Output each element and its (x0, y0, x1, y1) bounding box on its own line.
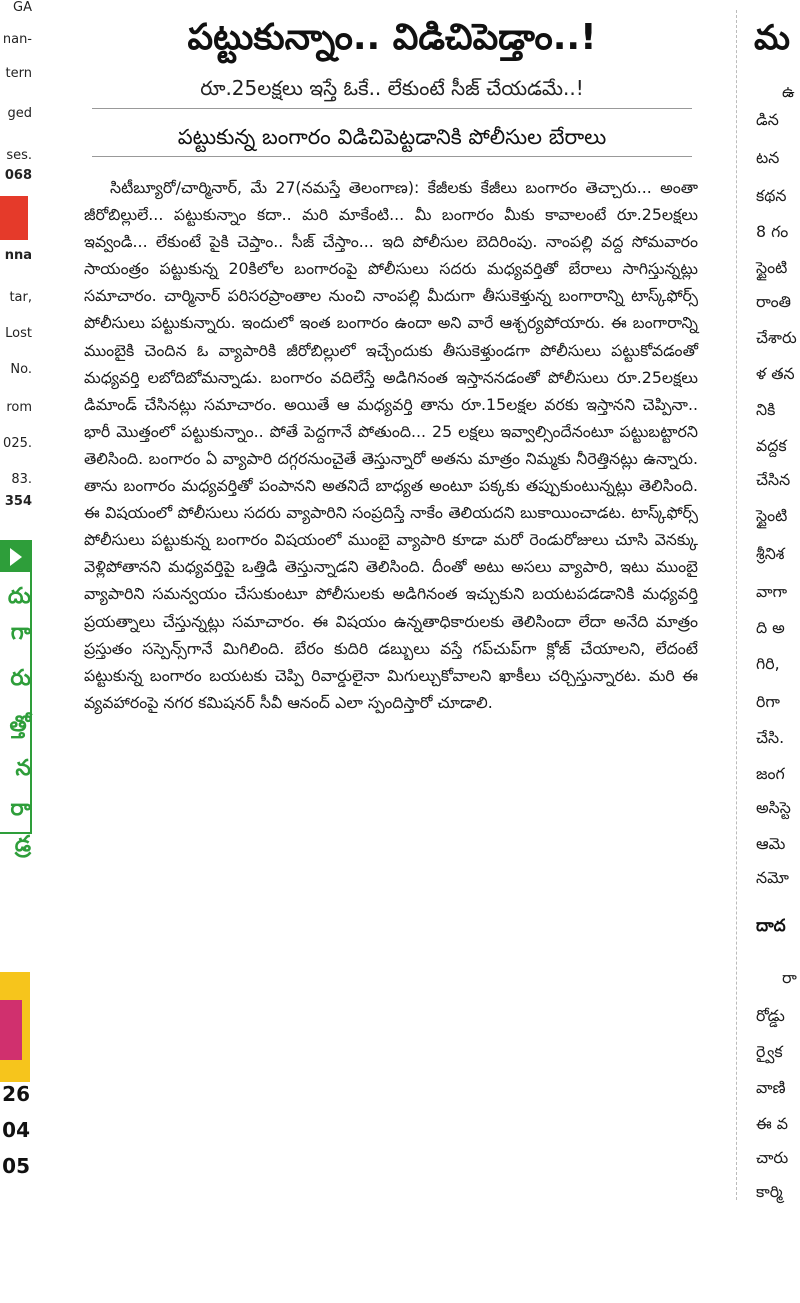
right-column-heading: మ (754, 18, 790, 58)
right-column-line: చేసి. (756, 728, 785, 747)
right-column-line: చేసిన (756, 470, 791, 489)
right-column-line: నికి (756, 400, 776, 419)
green-ad-text: న (15, 756, 31, 781)
right-column-line: రోడ్డు (756, 1006, 785, 1025)
right-column-line: 8 గం (756, 222, 789, 241)
right-column-line: ళ తన (756, 364, 795, 383)
right-column-subheading: దాద (756, 916, 786, 936)
left-strip-line: GA (13, 0, 32, 15)
left-number: 05 (2, 1154, 30, 1178)
right-column-line: ఉ (782, 82, 795, 101)
right-column-line: కార్మి (756, 1182, 783, 1201)
right-column-line: రా (782, 968, 797, 987)
left-strip-line: nan- (2, 32, 32, 47)
article-paragraph: సిటీబ్యూరో/చార్మినార్, మే 27(నమస్తే తెలంగాణ): కేజీలకు కేజీలు బంగారం తెచ్చారు... అంతా జీరోబిల్లులే... పట్టుకున్నాం కదా.. మరి మాకేంటి... మీ బంగారం మీకు కావాలంటే రూ.25లక్షలు ఇవ్వండి... లేకుంటే పైకి చెప్తాం.. సీజ్ చేస్తాం... ఇది పోలీసుల బెదిరింపు. నాంపల్లి వద్ద సోమవారం సాయంత్రం పట్టుకున్న 20కిలోల బంగారంపై పోలీసులు సదరు మధ్యవర్తితో బేరాలు సాగిస్తున్నట్లు సమాచారం. చార్మినార్ పరిసరప్రాంతాల నుంచి నాంపల్లి మీదుగా తీసుకెళ్తున్న బంగారాన్ని టాస్క్‌ఫోర్స్ పోలీసులు పట్టుకున్నారు. ఇందులో ఇంత బంగారం ఉందా అని వారే ఆశ్చర్యపోయారు. ఈ బంగారాన్ని ముంబైకి చెందిన ఓ వ్యాపారికి జీరోబిల్లులో ఇచ్చేందుకు తీసుకెళ్తుండగా పోలీసులు పట్టుకోవడంతో మధ్యవర్తి లబోదిబోమన్నాడు. బంగారం వదిలేస్తే అడిగినంత ఇస్తాననడంతో పోలీసులు రూ.25లక్షలు డిమాండ్ చేసినట్లు సమాచారం. అయితే ఆ మధ్యవర్తి తాను రూ.15లక్షల వరకు ఇస్తానని చెప్పినా.. భారీ మొత్తంలో పట్టుకున్నాం.. పోతే పెద్దగానే పోతుంది... 25 లక్షలు ఇవ్వాల్సిందేనంటూ పట్టుబట్టారని తెలిసింది. బంగారం ఏ వ్యాపారి దగ్గరనుంచైతే తెస్తున్నారో అతను మాత్రం నిమ్మకు నీరెత్తినట్లు ఉన్నారు. తాను బంగారం మధ్యవర్తితో పంపానని అతనిదే బాధ్యత అంటూ పక్కకు తప్పుకుంటున్నట్లు తెలిసింది. ఈ విషయంలో పోలీసులు సదరు వ్యాపారిని సంప్రదిస్తే నాకేం తెలియదని బుకాయించాడట. టాస్క్‌ఫోర్స్ పోలీసులు పట్టుకున్న బంగారం విషయంలో ముంబై వ్యాపారి కూడా మరో రెండురోజులు చూసి వెనక్కు వెళ్లిపోతానని మధ్యవర్తిపై ఒత్తిడి తెస్తున్నాడని తెలిసింది. దీంతో అటు అసలు వ్యాపారి, ఇటు ముంబై వ్యాపారిని సమన్వయం చేసుకుంటూ పోలీసులకు అడిగినంత ఇచ్చుకుని బయటపడడానికి మధ్యవర్తి ప్రయత్నాలు చేస్తున్నట్లు సమాచారం. ఈ విషయం ఉన్నతాధికారులకు తెలిసిందా లేదా అనేది మాత్రం ప్రస్తుతం సస్పెన్స్‌గానే మిగిలింది. బేరం కుదిరి డబ్బులు వస్తే గప్‌చుప్‌గా క్లోజ్ చేయాలని, లేదంటే పట్టుకున్న బంగారం బయటకు చెప్పి రివార్డులైనా మిగుల్చుకోవాలని ఖాకీలు చర్చిస్తున్నారట. మరి ఈ వ్యవహారంపై నగర కమిషనర్ సీవీ ఆనంద్ ఎలా స్పందిస్తారో చూడాలి. (84, 178, 698, 712)
right-column-line: గిరి, (756, 654, 780, 673)
right-column-line: అసిస్టె (756, 798, 791, 817)
right-column-line: డిన (756, 110, 779, 129)
left-strip-line: rom (6, 400, 32, 415)
left-strip-line: tar, (9, 290, 32, 305)
right-column-line: ది అ (756, 618, 785, 637)
red-ad-block (0, 196, 28, 240)
green-ad-text: రా (10, 796, 31, 821)
right-column-line: నమో (756, 868, 789, 887)
left-strip-line: 068 (4, 168, 32, 183)
left-strip-line: 025. (3, 436, 32, 451)
right-column-line: ఆమె (756, 834, 786, 853)
right-column-line: స్టైంటి (756, 258, 788, 277)
right-adjacent-column (742, 0, 800, 1303)
right-column-line: వాణి (756, 1078, 786, 1097)
article-subheading: రూ.25లక్షలు ఇస్తే ఓకే.. లేకుంటే సీజ్ చేయడమే..! (92, 74, 692, 109)
left-strip-line: ses. (6, 148, 32, 163)
right-column-line: శ్రీనిశ (756, 544, 785, 563)
green-ad-text: గా (10, 620, 31, 645)
article-headline: పట్టుకున్నాం.. విడిచిపెడ్తాం..! (187, 17, 597, 58)
right-column-line: జంగ (756, 764, 785, 783)
green-ad-text: దు (7, 584, 31, 609)
right-column-line: రిగా (756, 692, 780, 711)
column-divider (736, 10, 738, 1200)
right-column-line: వాగా (756, 582, 788, 601)
right-column-line: చారు (756, 1148, 789, 1167)
pink-ad-image (0, 1000, 22, 1060)
right-column-line: రాంతి (756, 292, 791, 311)
left-strip-line: nna (4, 248, 32, 263)
article-subheading-secondary: పట్టుకున్న బంగారం విడిచిపెట్టడానికి పోలీసుల బేరాలు (92, 122, 692, 157)
green-ad-text: డ్ర (14, 832, 31, 857)
right-column-line: టన (756, 148, 780, 167)
left-number: 26 (2, 1082, 30, 1106)
right-column-line: చేశారు (756, 328, 797, 347)
right-column-line: స్టైంటి (756, 506, 788, 525)
left-strip-line: ged (7, 106, 32, 121)
article-body (84, 174, 698, 716)
left-number: 04 (2, 1118, 30, 1142)
green-ad-text: రు (10, 666, 31, 691)
left-strip-line: No. (10, 362, 32, 377)
left-strip-line: tern (5, 66, 32, 81)
right-column-line: ర్వైక (756, 1042, 783, 1061)
left-adjacent-column (0, 0, 34, 860)
right-column-line: ఈ వ (756, 1114, 788, 1133)
left-strip-line: 354 (4, 494, 32, 509)
right-column-line: కథన (756, 186, 787, 205)
left-strip-line: 83. (11, 472, 32, 487)
right-column-line: వద్దక (756, 436, 787, 455)
play-arrow-icon (10, 548, 22, 566)
green-ad-text: త్తో (9, 712, 31, 737)
left-strip-line: Lost (5, 326, 32, 341)
